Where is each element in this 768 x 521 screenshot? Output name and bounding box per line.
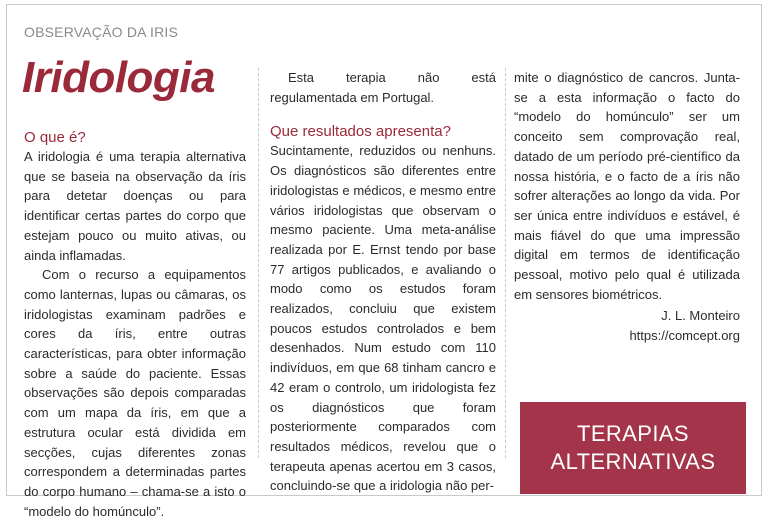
author-url: https://comcept.org [629, 328, 740, 344]
badge-line-2: ALTERNATIVAS [550, 449, 716, 474]
subhead-o-que-e: O que é? [24, 129, 86, 146]
section-label: OBSERVAÇÃO DA IRIS [24, 24, 179, 40]
paragraph: Esta terapia não está regulamentada em Portugal. [270, 70, 496, 105]
column-2 [270, 68, 496, 496]
paragraph: Sucintamente, reduzidos ou nenhuns. Os diagnósticos são diferentes entre iridologistas e médicos, e mesmo entre vários iridologistas que observam o mesmo paciente. Uma meta-análise realizada por E. Ernst tendo por base 77 artigos publicados, e avaliando o modo como os estudos foram realizados, concluiu que existem poucos estudos controlados e bem desenhados. Num estudo com 110 indivíduos, em que 68 tinham cancro e 42 eram o controlo, um iridologista fez os diagnósticos que foram posteriormente comparados com resultados médicos, revelou que o terapeuta apenas acertou em 3 casos, concluindo-se que a iridologia não per- [270, 143, 496, 494]
column-divider [505, 68, 506, 458]
author-name: J. L. Monteiro [661, 308, 740, 324]
paragraph: mite o diagnóstico de cancros. Junta-se a esta informação o facto do “modelo do homúnculo” ser um conceito sem comprovação real, datado de um período pré-científico da nossa história, e o facto de a íris não sofrer alterações ao longo da vida. Por ser única entre indivíduos e estável, é mais fiável do que uma impressão digital em termos de identificação pessoal, motivo pelo qual é utilizada em sensores biométricos. [514, 70, 740, 302]
category-badge [520, 402, 746, 494]
paragraph: A iridologia é uma terapia alternativa que se baseia na observação da íris para detetar doenças ou para identificar certas partes do corpo que estejam pouco ou muito ativas, ou ainda inflamadas. [24, 149, 246, 263]
column-divider [258, 68, 259, 458]
subhead-resultados: Que resultados apresenta? [270, 123, 451, 141]
paragraph: Com o recurso a equipamentos como lanternas, lupas ou câmaras, os iridologistas examinam padrões e cores da íris, entre outras características, para obter informação sobre a saúde do paciente. Essas observações são depois comparadas com um mapa da íris, em que a estrutura ocular está dividida em secções, cujas diferentes zonas correspondem a determinadas partes do corpo humano – chama-se a isto o “modelo do homúnculo”. [24, 267, 246, 519]
badge-line-1: TERAPIAS [576, 421, 689, 446]
article-headline: Iridologia [22, 53, 215, 102]
column-1 [24, 128, 246, 521]
column-3 [514, 68, 740, 346]
